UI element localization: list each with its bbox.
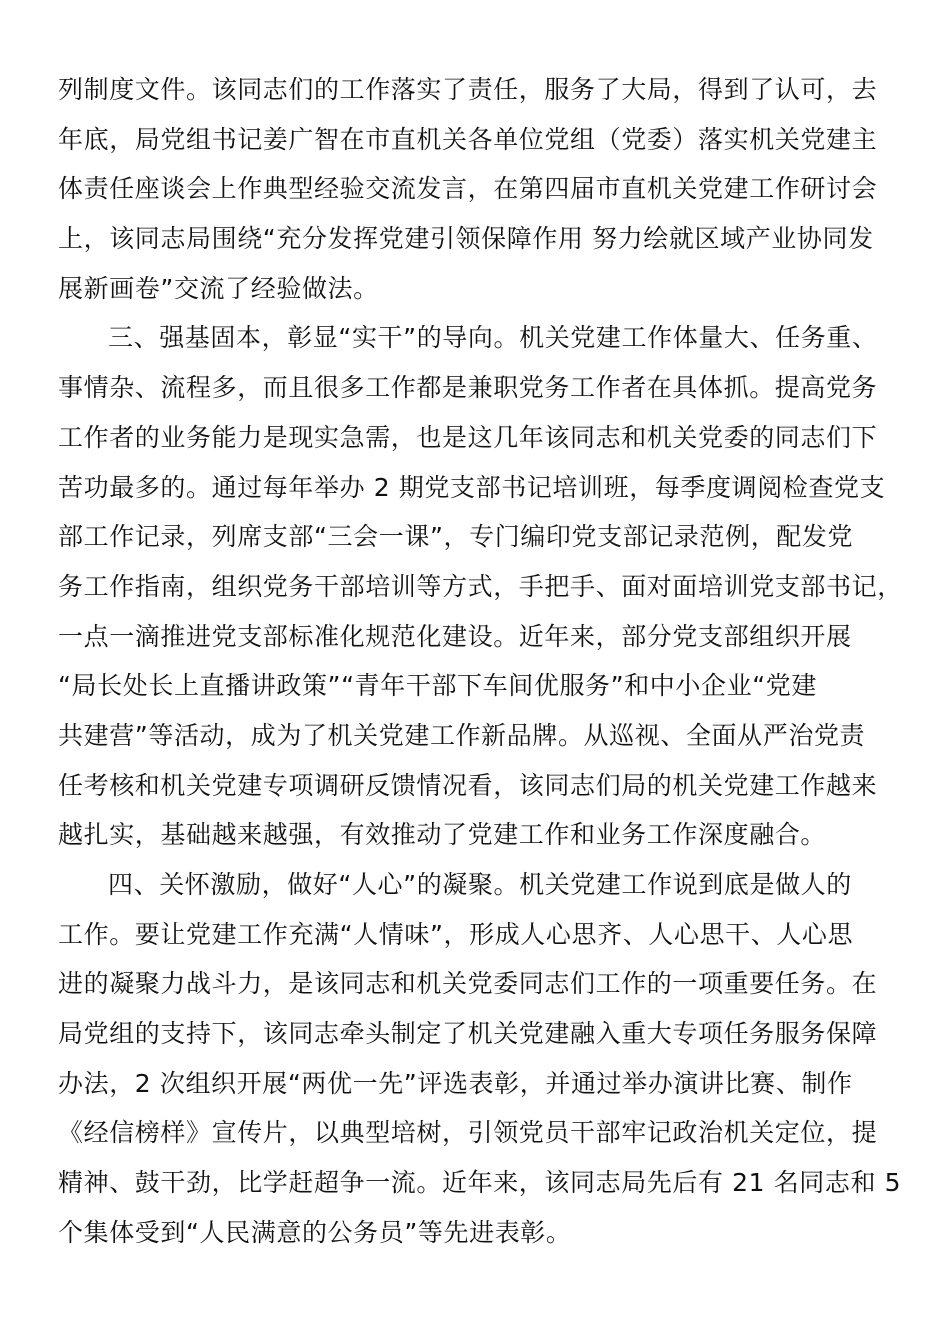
section-three-heading-line: 三、强基固本，彰显“实干”的导向。机关党建工作体量大、任务重、 <box>108 323 878 353</box>
text-line: 共建营”等活动，成为了机关党建工作新品牌。从巡视、全面从严治党责 <box>58 720 866 750</box>
text-line: 工作。要让党建工作充满“人情味”，形成人心思齐、人心思干、人心思 <box>58 919 854 949</box>
text-line: 部工作记录，列席支部“三会一课”，专门编印党支部记录范例，配发党 <box>58 522 854 552</box>
text-line: 列制度文件。该同志们的工作落实了责任，服务了大局，得到了认可，去 <box>58 75 878 104</box>
text-line: 《经信榜样》宣传片，以典型培树，引领党员干部牢记政治机关定位，提 <box>58 1118 878 1148</box>
text-line: “局长处长上直播讲政策”“青年干部下车间优服务”和中小企业“党建 <box>58 671 817 701</box>
text-line: 上，该同志局围绕“充分发挥党建引领保障作用 努力绘就区域产业协同发 <box>58 224 874 254</box>
text-line: 任考核和机关党建专项调研反馈情况看，该同志们局的机关党建工作越来 <box>58 770 878 800</box>
text-line: 一点一滴推进党支部标准化规范化建设。近年来，部分党支部组织开展 <box>58 621 852 651</box>
text-line: 工作者的业务能力是现实急需，也是这几年该同志和机关党委的同志们下 <box>58 422 878 452</box>
text-line: 办法，2 次组织开展“两优一先”评选表彰，并通过举办演讲比赛、制作 <box>58 1068 853 1098</box>
section-four-heading-line: 四、关怀激励，做好“人心”的凝聚。机关党建工作说到底是做人的 <box>108 870 852 899</box>
text-line: 展新画卷”交流了经验做法。 <box>58 273 379 303</box>
text-line: 进的凝聚力战斗力，是该同志和机关党委同志们工作的一项重要任务。在 <box>58 969 878 999</box>
text-line: 事情杂、流程多，而且很多工作都是兼职党务工作者在具体抓。提高党务 <box>58 373 878 403</box>
text-line: 年底，局党组书记姜广智在市直机关各单位党组（党委）落实机关党建主 <box>58 124 878 154</box>
body-text <box>58 65 903 1258</box>
text-line: 苦功最多的。通过每年举办 2 期党支部书记培训班，每季度调阅检查党支 <box>58 472 886 502</box>
text-line: 越扎实，基础越来越强，有效推动了党建工作和业务工作深度融合。 <box>58 820 827 850</box>
text-line: 务工作指南，组织党务干部培训等方式，手把手、面对面培训党支部书记， <box>58 571 903 601</box>
text-line: 局党组的支持下，该同志牵头制定了机关党建融入重大专项任务服务保障 <box>58 1019 878 1049</box>
text-line: 精神、鼓干劲，比学赶超争一流。近年来，该同志局先后有 21 名同志和 5 <box>58 1168 902 1198</box>
text-line: 个集体受到“人民满意的公务员”等先进表彰。 <box>58 1217 572 1247</box>
text-line: 体责任座谈会上作典型经验交流发言，在第四届市直机关党建工作研讨会 <box>58 174 878 204</box>
